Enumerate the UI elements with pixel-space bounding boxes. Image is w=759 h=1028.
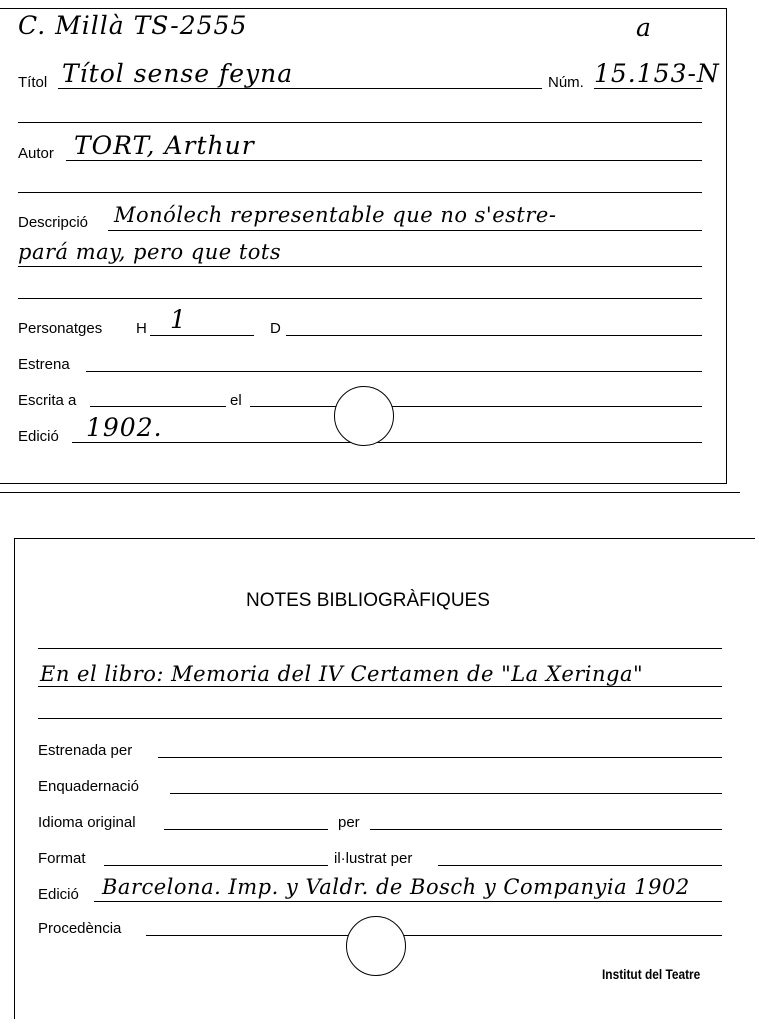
written-label: Escrita a [18, 392, 77, 409]
blank-line [38, 648, 722, 649]
written-date-line [250, 406, 702, 407]
original-language-line [164, 829, 328, 830]
number-line [594, 88, 702, 89]
description-line [108, 230, 702, 231]
edition-line [72, 442, 702, 443]
format-line [104, 865, 328, 866]
card-punch-hole [334, 386, 394, 446]
edition-label: Edició [18, 428, 59, 445]
institution-name: Institut del Teatre [602, 966, 701, 982]
blank-line [18, 122, 702, 123]
provenance-line [146, 935, 722, 936]
number-label: Núm. [548, 74, 584, 91]
description-label: Descripció [18, 214, 89, 231]
edition-line-back [94, 901, 722, 902]
handwritten-corner-mark: a [636, 13, 652, 42]
card-punch-hole [346, 916, 406, 976]
premiere-label: Estrena [18, 356, 70, 373]
card-separator [0, 492, 740, 493]
handwritten-reference-note: C. Millà TS-2555 [18, 11, 248, 40]
description-line-1: Monólech representable que no s'estre- [114, 203, 557, 227]
edition-value: 1902. [86, 413, 163, 442]
author-line [66, 160, 702, 161]
note-line [38, 686, 722, 687]
format-label: Format [38, 850, 86, 867]
premiered-by-line [158, 757, 722, 758]
characters-d-label: D [270, 320, 281, 337]
illustrated-by-label: il·lustrat per [334, 850, 413, 867]
premiere-line [86, 371, 702, 372]
blank-line [38, 718, 722, 719]
characters-h-line [150, 335, 254, 336]
edition-value-back: Barcelona. Imp. y Valdr. de Bosch y Companyia 1902 [102, 875, 690, 899]
title-line [58, 88, 542, 89]
illustrated-by-line [438, 865, 722, 866]
title-value: Títol sense feyna [62, 59, 294, 88]
premiered-by-label: Estrenada per [38, 742, 133, 759]
bibliographic-notes-heading: NOTES BIBLIOGRÀFIQUES [246, 590, 490, 611]
written-place-line [90, 406, 226, 407]
translated-by-label: per [338, 814, 360, 831]
original-language-label: Idioma original [38, 814, 136, 831]
binding-label: Enquadernació [38, 778, 139, 795]
blank-line [18, 192, 702, 193]
author-value: TORT, Arthur [74, 131, 255, 160]
bibliographic-note: En el libro: Memoria del IV Certamen de "La Xeringa" [40, 662, 644, 686]
provenance-label: Procedència [38, 920, 122, 937]
author-label: Autor [18, 145, 54, 162]
title-label: Títol [18, 74, 48, 91]
characters-d-line [286, 335, 702, 336]
blank-line [18, 298, 702, 299]
characters-h-label: H [136, 320, 147, 337]
characters-h-value: 1 [170, 305, 187, 334]
characters-label: Personatges [18, 320, 103, 337]
written-on-label: el [230, 392, 242, 409]
edition-label-back: Edició [38, 886, 79, 903]
description-line [18, 266, 702, 267]
binding-line [170, 793, 722, 794]
description-line-2: pará may, pero que tots [18, 240, 282, 264]
number-value: 15.153-N [594, 59, 720, 88]
translated-by-line [370, 829, 722, 830]
